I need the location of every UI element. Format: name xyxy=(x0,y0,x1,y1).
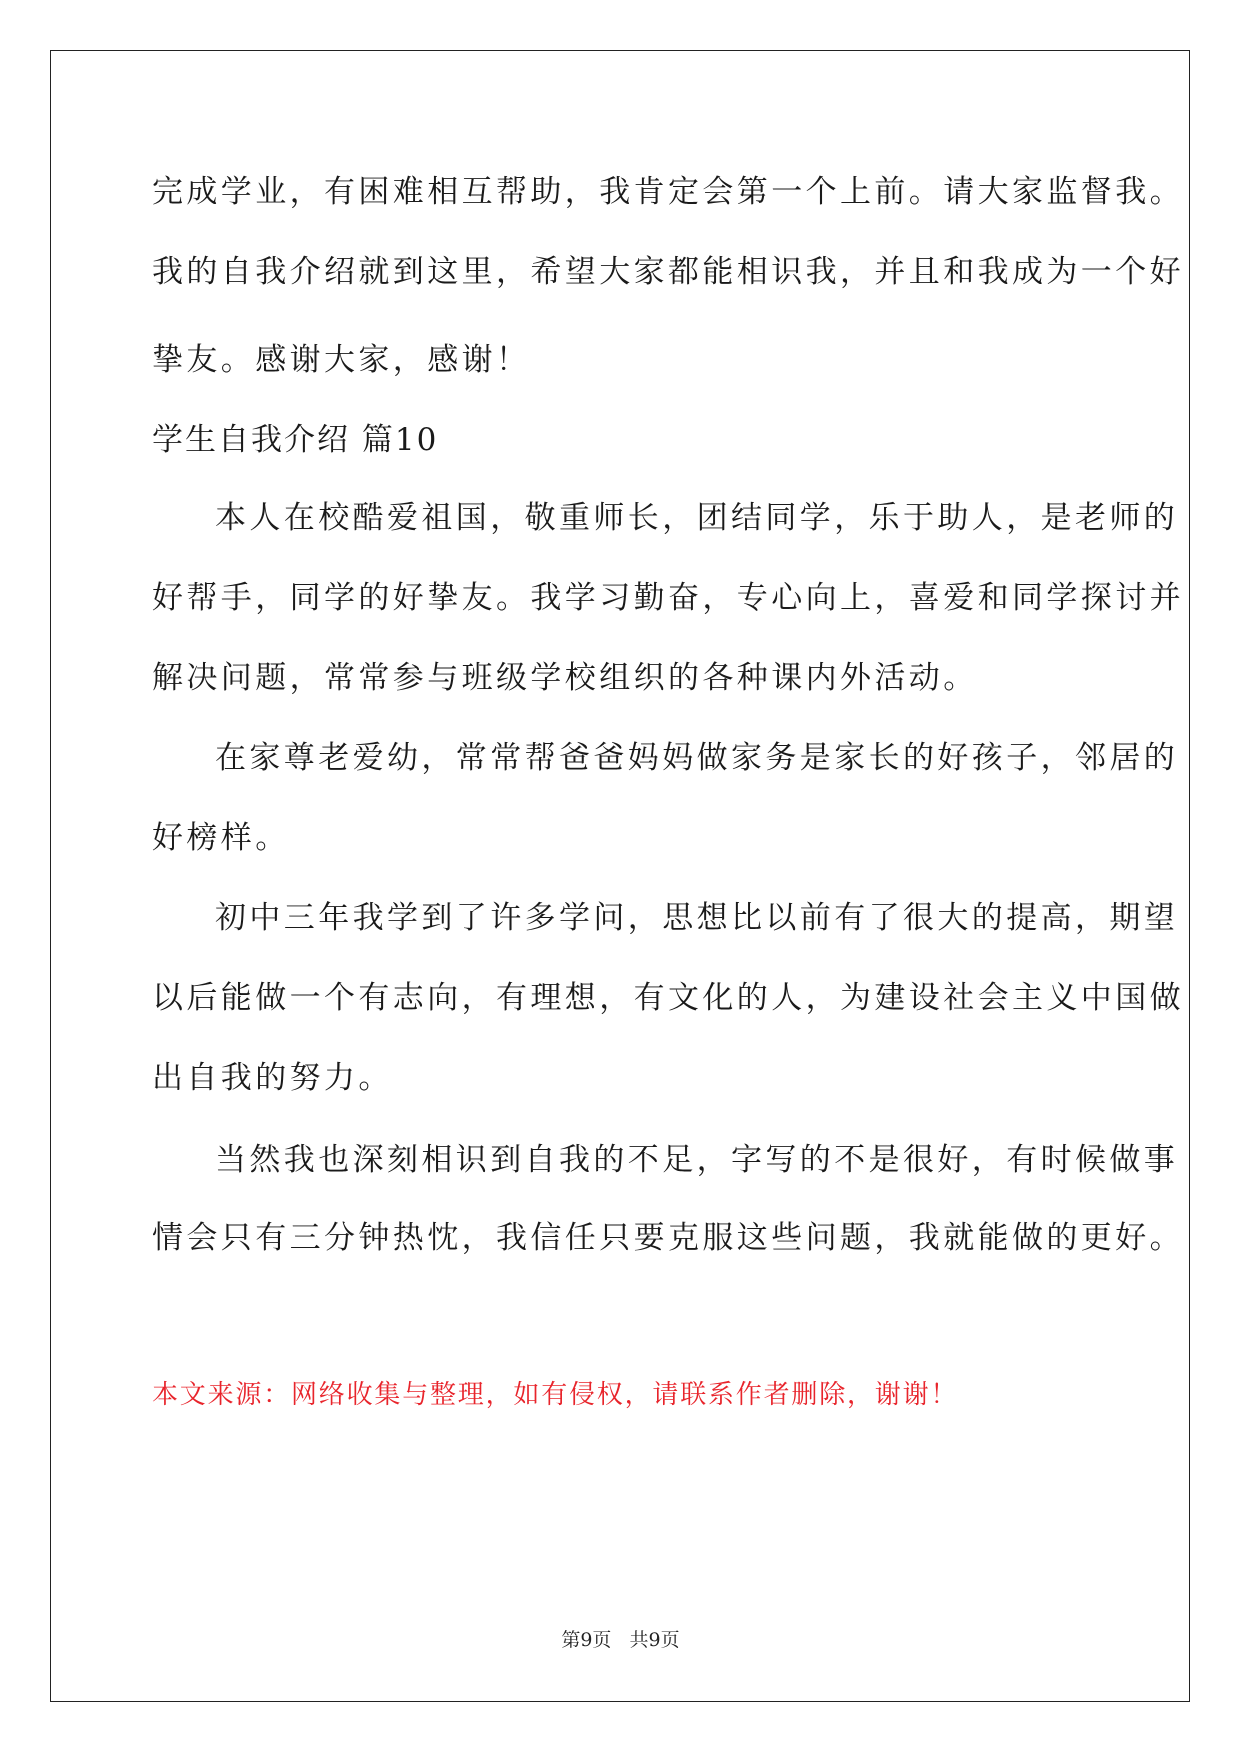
paragraph-line: 解决问题，常常参与班级学校组织的各种课内外活动。 xyxy=(152,660,978,696)
paragraph-line: 情会只有三分钟热忱，我信任只要克服这些问题，我就能做的更好。 xyxy=(152,1220,1184,1256)
page-border xyxy=(50,50,1190,1702)
page-number: 第9页 共9页 xyxy=(561,1629,680,1651)
source-note: 本文来源：网络收集与整理，如有侵权，请联系作者删除，谢谢！ xyxy=(152,1380,959,1410)
section-heading: 学生自我介绍 篇10 xyxy=(152,422,439,458)
paragraph-line: 在家尊老爱幼，常常帮爸爸妈妈做家务是家长的好孩子，邻居的 xyxy=(215,740,1179,776)
paragraph-line: 我的自我介绍就到这里，希望大家都能相识我，并且和我成为一个好 xyxy=(152,254,1184,290)
paragraph-line: 本人在校酷爱祖国，敬重师长，团结同学，乐于助人，是老师的 xyxy=(215,500,1179,536)
paragraph-line: 好榜样。 xyxy=(152,820,290,856)
paragraph-line: 以后能做一个有志向，有理想，有文化的人，为建设社会主义中国做 xyxy=(152,980,1184,1016)
paragraph-line: 挚友。感谢大家，感谢！ xyxy=(152,342,531,378)
paragraph-line: 当然我也深刻相识到自我的不足，字写的不是很好，有时候做事 xyxy=(215,1142,1179,1178)
paragraph-line: 好帮手，同学的好挚友。我学习勤奋，专心向上，喜爱和同学探讨并 xyxy=(152,580,1184,616)
paragraph-line: 出自我的努力。 xyxy=(152,1060,393,1096)
paragraph-line: 完成学业，有困难相互帮助，我肯定会第一个上前。请大家监督我。 xyxy=(152,174,1184,210)
paragraph-line: 初中三年我学到了许多学问，思想比以前有了很大的提高，期望 xyxy=(215,900,1179,936)
